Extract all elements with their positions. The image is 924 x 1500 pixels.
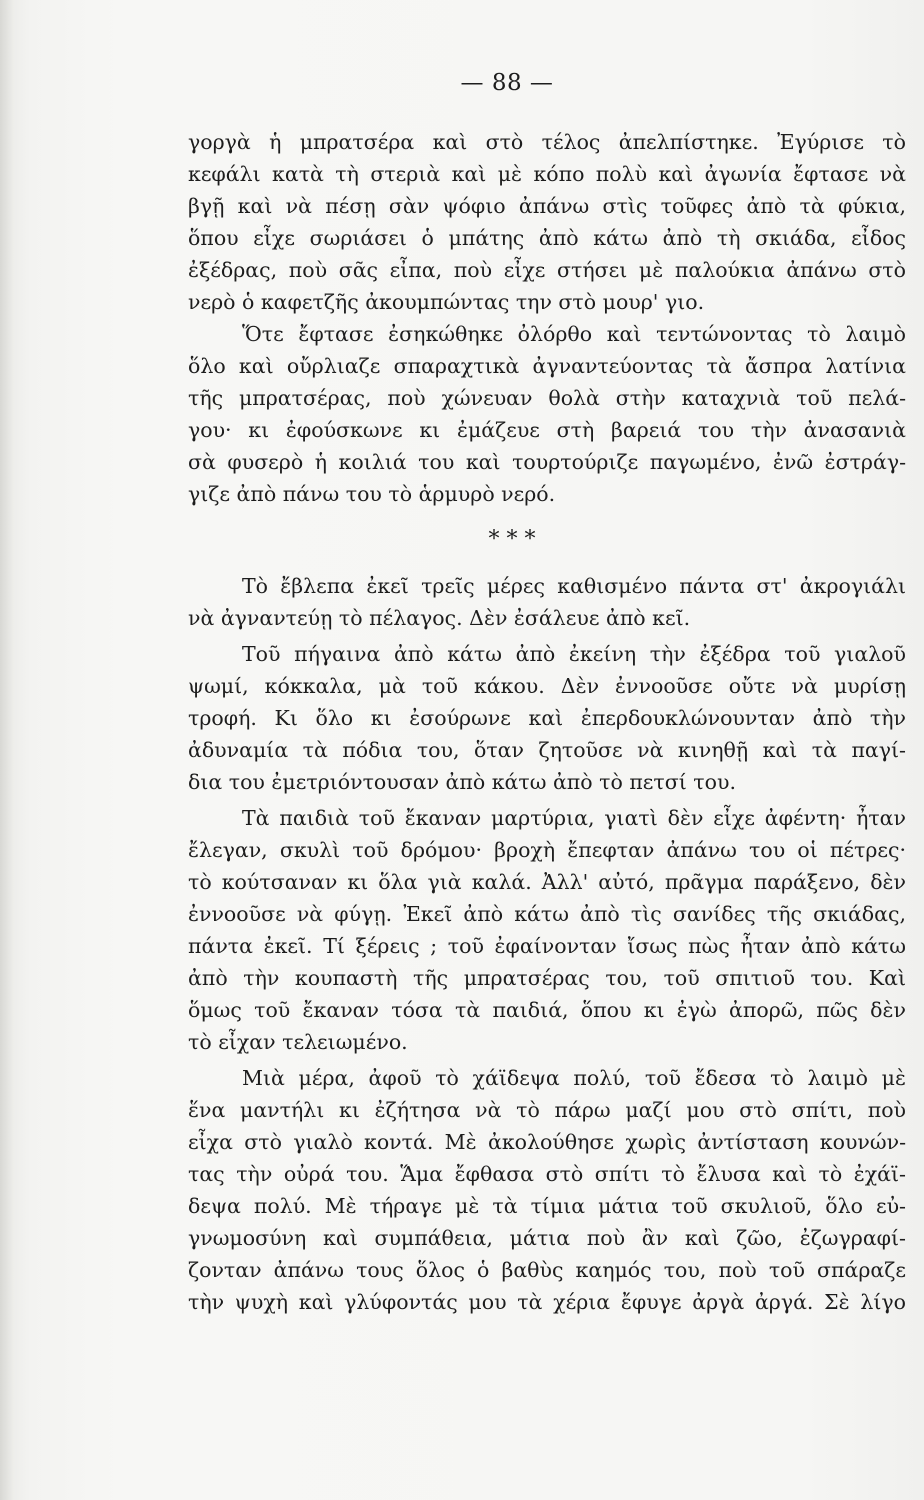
text-line: σὰ φυσερὸ ἡ κοιλιά του καὶ τουρτούριζε παγωμένο, ἐνῶ ἐστράγ- bbox=[188, 450, 906, 474]
paragraph bbox=[188, 570, 906, 634]
text-line: Ὅτε ἔφτασε ἐσηκώθηκε ὀλόρθο καὶ τεντώνοντας τὸ λαιμὸ bbox=[242, 322, 906, 346]
text-line: τας τὴν οὐρά του. Ἅμα ἔφθασα στὸ σπίτι τὸ ἔλυσα καὶ τὸ ἐχάϊ- bbox=[188, 1162, 906, 1186]
text-line: βγῇ καὶ νὰ πέσῃ σὰν ψόφιο ἀπάνω στὶς τοῦφες ἀπὸ τὰ φύκια, bbox=[188, 194, 906, 218]
text-line: δεψα πολύ. Μὲ τήραγε μὲ τὰ τίμια μάτια τοῦ σκυλιοῦ, ὅλο εὐ- bbox=[188, 1194, 906, 1218]
text-line: νερὸ ὁ καφετζῆς ἀκουμπώντας την στὸ μουρ' γιο. bbox=[188, 290, 705, 314]
text-line: ἀδυναμία τὰ πόδια του, ὅταν ζητοῦσε νὰ κινηθῇ καὶ τὰ παγί- bbox=[188, 738, 906, 762]
text-line: τῆς μπρατσέρας, ποὺ χώνευαν θολὰ στὴν καταχνιὰ τοῦ πελά- bbox=[188, 386, 906, 410]
text-line: τὸ εἶχαν τελειωμένο. bbox=[188, 1030, 408, 1054]
text-line: Τὸ ἔβλεπα ἐκεῖ τρεῖς μέρες καθισμένο πάντα στ' ἀκρογιάλι bbox=[242, 574, 906, 598]
text-line: τὴν ψυχὴ καὶ γλύφοντάς μου τὰ χέρια ἔφυγε ἀργὰ ἀργά. Σὲ λίγο bbox=[188, 1290, 906, 1314]
text-line: Μιὰ μέρα, ἀφοῦ τὸ χάϊδεψα πολύ, τοῦ ἔδεσα τὸ λαιμὸ μὲ bbox=[242, 1066, 906, 1090]
text-line: τροφή. Κι ὅλο κι ἐσούρωνε καὶ ἐπερδουκλώνουνταν ἀπὸ τὴν bbox=[188, 706, 906, 730]
paragraph bbox=[188, 638, 906, 798]
paragraph bbox=[188, 126, 906, 318]
text-line: πάντα ἐκεῖ. Τί ξέρεις ; τοῦ ἐφαίνονταν ἴσως πὼς ἦταν ἀπὸ κάτω bbox=[188, 934, 906, 958]
text-line: γου· κι ἐφούσκωνε κι ἐμάζευε στὴ βαρειά του τὴν ἀνασανιὰ bbox=[188, 418, 906, 442]
page-number: — 88 — bbox=[460, 70, 554, 96]
page-gutter-shadow bbox=[0, 0, 14, 1500]
text-line: ἀπὸ τὴν κουπαστὴ τῆς μπρατσέρας του, τοῦ σπιτιοῦ του. Καὶ bbox=[188, 966, 906, 990]
text-line: τὸ κούτσαναν κι ὅλα γιὰ καλά. Ἀλλ' αὐτό, πρᾶγμα παράξενο, δὲν bbox=[188, 870, 906, 894]
text-line: κεφάλι κατὰ τὴ στεριὰ καὶ μὲ κόπο πολὺ καὶ ἀγωνία ἔφτασε νὰ bbox=[188, 162, 906, 186]
text-line: ἕνα μαντήλι κι ἐζήτησα νὰ τὸ πάρω μαζί μου στὸ σπίτι, ποὺ bbox=[188, 1098, 906, 1122]
paragraph bbox=[188, 318, 906, 510]
paragraph bbox=[188, 1062, 906, 1318]
text-line: ὅμως τοῦ ἔκαναν τόσα τὰ παιδιά, ὅπου κι ἐγὼ ἀπορῶ, πῶς δὲν bbox=[188, 998, 906, 1022]
text-line: γιζε ἀπὸ πάνω του τὸ ἁρμυρὸ νερό. bbox=[188, 482, 556, 506]
text-line: Τοῦ πήγαινα ἀπὸ κάτω ἀπὸ ἐκείνη τὴν ἐξέδρα τοῦ γιαλοῦ bbox=[242, 642, 906, 666]
page-body bbox=[188, 126, 906, 1318]
text-line: εἶχα στὸ γιαλὸ κοντά. Μὲ ἀκολούθησε χωρὶς ἀντίσταση κουνών- bbox=[188, 1130, 906, 1154]
text-line: γνωμοσύνη καὶ συμπάθεια, μάτια ποὺ ἂν καὶ ζῶο, ἐζωγραφί- bbox=[188, 1226, 906, 1250]
text-line: δια του ἐμετριόντουσαν ἀπὸ κάτω ἀπὸ τὸ πετσί του. bbox=[188, 770, 736, 794]
text-line: νὰ ἀγναντεύῃ τὸ πέλαγος. Δὲν ἐσάλευε ἀπὸ κεῖ. bbox=[188, 606, 691, 630]
text-line: Τὰ παιδιὰ τοῦ ἔκαναν μαρτύρια, γιατὶ δὲν εἶχε ἀφέντη· ἦταν bbox=[242, 806, 906, 830]
text-line: ὅλο καὶ οὔρλιαζε σπαραχτικὰ ἀγναντεύοντας τὰ ἄσπρα λατίνια bbox=[188, 354, 906, 378]
text-line: ψωμί, κόκκαλα, μὰ τοῦ κάκου. Δὲν ἐννοοῦσε οὔτε νὰ μυρίσῃ bbox=[188, 674, 906, 698]
text-line: γοργὰ ἡ μπρατσέρα καὶ στὸ τέλος ἀπελπίστηκε. Ἐγύρισε τὸ bbox=[188, 130, 906, 154]
paragraph bbox=[188, 802, 906, 1058]
text-line: ἐξέδρας, ποὺ σᾶς εἶπα, ποὺ εἶχε στήσει μὲ παλούκια ἀπάνω στὸ bbox=[188, 258, 906, 282]
text-line: ἔλεγαν, σκυλὶ τοῦ δρόμου· βροχὴ ἔπεφταν ἀπάνω του οἱ πέτρες· bbox=[188, 838, 906, 862]
text-line: ἐννοοῦσε νὰ φύγῃ. Ἐκεῖ ἀπὸ κάτω ἀπὸ τὶς σανίδες τῆς σκιάδας, bbox=[188, 902, 906, 926]
text-line: ὅπου εἶχε σωριάσει ὁ μπάτης ἀπὸ κάτω ἀπὸ τὴ σκιάδα, εἶδος bbox=[188, 226, 906, 250]
text-line: ζονταν ἀπάνω τους ὅλος ὁ βαθὺς καημός του, ποὺ τοῦ σπάραζε bbox=[188, 1258, 906, 1282]
section-break: * * * bbox=[488, 527, 536, 552]
